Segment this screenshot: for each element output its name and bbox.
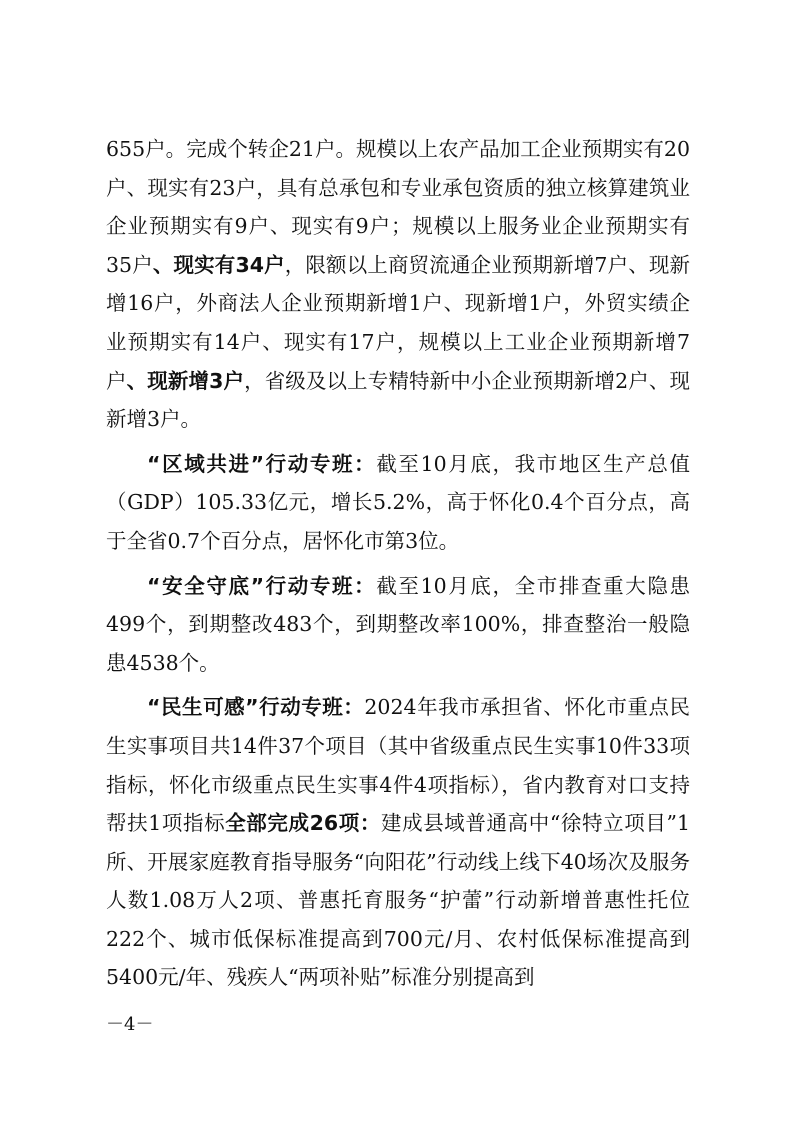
paragraph-livelihood xyxy=(106,688,690,997)
paragraph-enterprise-stats xyxy=(106,130,690,439)
text-segment: 截至10月底，我市地区生产总值（GDP）105.33亿元，增长5.2%，高于怀化0.4个百分点，高于全省0.7个百分点，居怀化市第3位。 xyxy=(106,451,690,553)
bold-segment: 全部完成26项： xyxy=(225,811,381,836)
section-heading: “区域共进”行动专班： xyxy=(147,451,377,476)
text-segment: 建成县域普通高中“徐特立项目”1所、开展家庭教育指导服务“向阳花”行动线上线下40场次及服务人数1.08万人2项、普惠托育服务“护蕾”行动新增普惠性托位222个、城市低保标准提高到700元/月、农村低保标准提高到5400元/年、残疾人“两项补贴”标准分别提高到 xyxy=(106,811,690,990)
section-heading: “安全守底”行动专班： xyxy=(147,573,377,598)
page-number: －4－ xyxy=(106,1014,154,1035)
text-segment: 2024年我市承担省、怀化市重点民生实事项目共14件37个项目（其中省级重点民生实事10件33项指标，怀化市级重点民生实事4件4项指标），省内教育对口支持帮扶1项指标 xyxy=(106,695,691,836)
text-segment: 截至10月底，全市排查重大隐患499个，到期整改483个，到期整改率100%，排查整治一般隐患4538个。 xyxy=(106,573,690,675)
section-heading: “民生可感”行动专班： xyxy=(147,695,365,720)
text-segment: ，省级及以上专精特新中小企业预期新增2户、现新增3户。 xyxy=(106,368,691,432)
paragraph-regional-progress xyxy=(106,445,690,561)
text-segment: ，限额以上商贸流通企业预期新增7户、现新增16户，外商法人企业预期新增1户、现新增1户，外贸实绩企业预期实有14户、现实有17户，规模以上工业企业预期新增7户 xyxy=(106,252,691,393)
document-body xyxy=(106,130,690,1003)
bold-segment: 、现实有34户 xyxy=(152,252,285,277)
text-segment: 655户。完成个转企21户。规模以上农产品加工企业预期实有20户、现实有23户，具有总承包和专业承包资质的独立核算建筑业企业预期实有9户、现实有9户；规模以上服务业企业预期实有35户 xyxy=(106,137,690,277)
paragraph-safety xyxy=(106,567,690,683)
bold-segment: 、现新增3户 xyxy=(126,368,245,393)
